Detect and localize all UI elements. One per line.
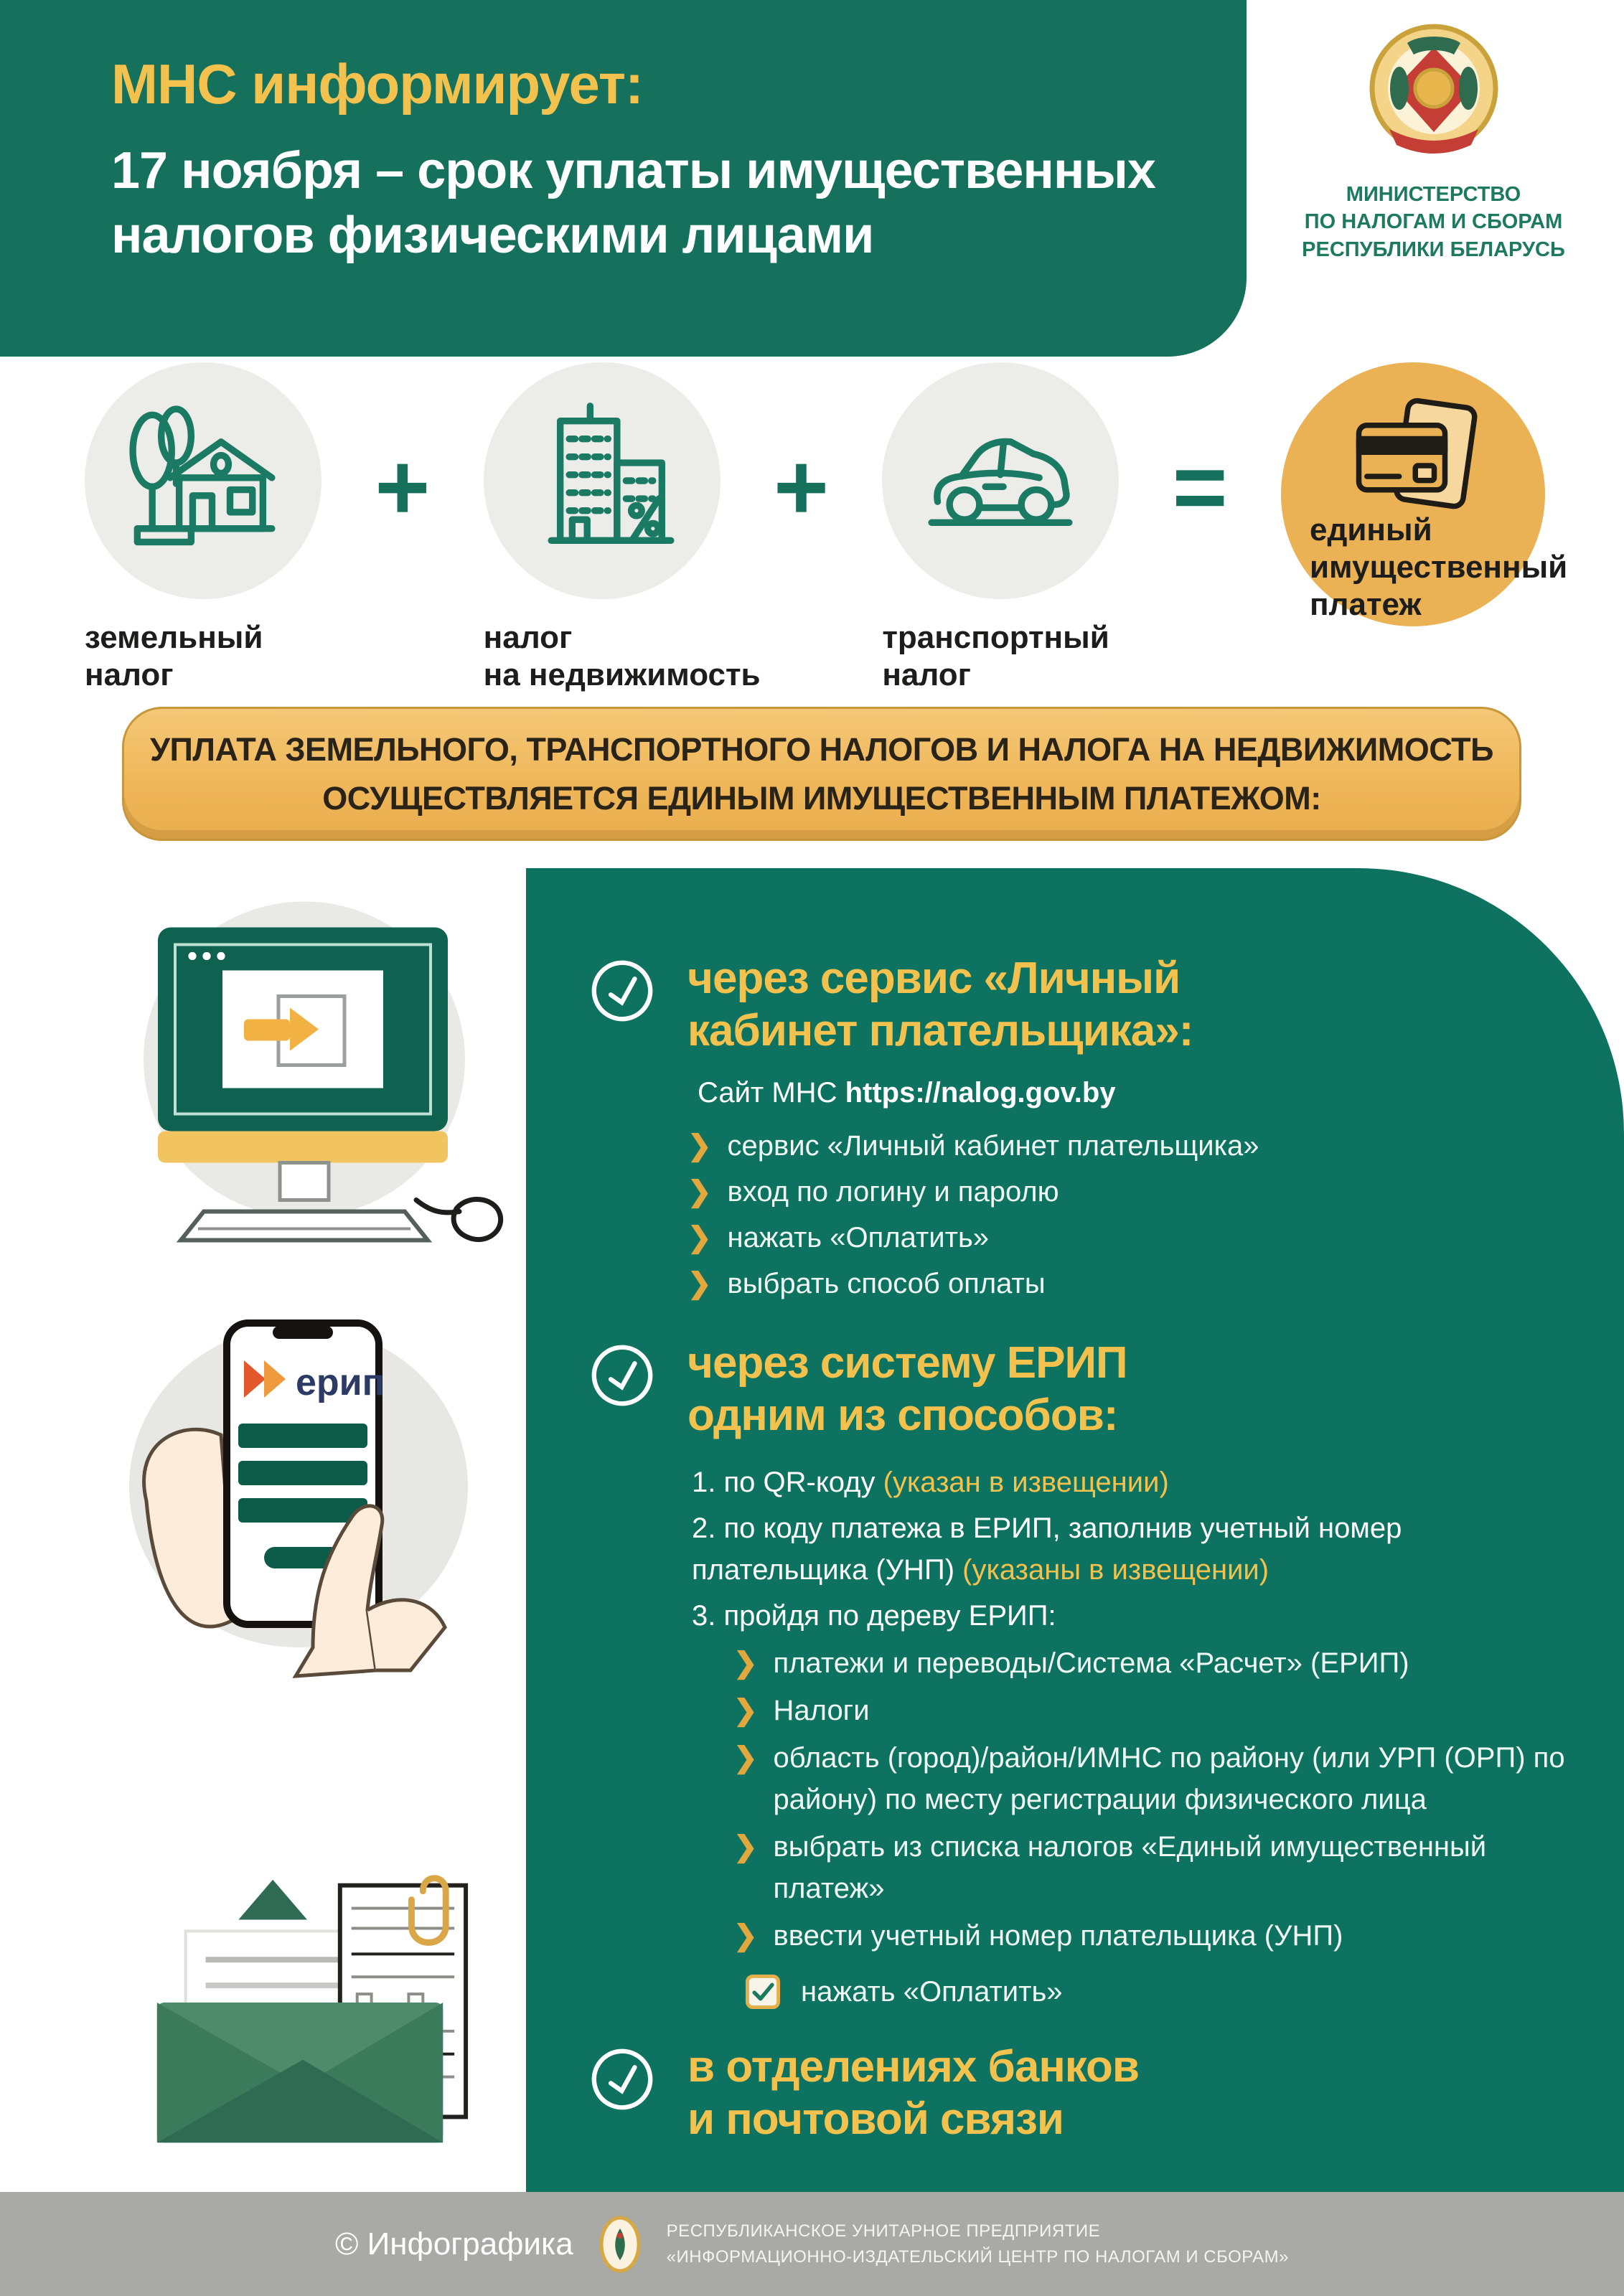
erip-logo-text: ерип (296, 1362, 385, 1403)
computer-monitor-icon (92, 888, 515, 1265)
nalog-gov-by-url: https://nalog.gov.by (845, 1077, 1116, 1109)
section-banks-post (587, 2041, 1581, 2145)
erip-tree-steps-list (733, 1642, 1581, 1957)
equals-operator: = (1172, 434, 1228, 540)
list-item: ❯ ввести учетный номер плательщика (УНП) (733, 1915, 1581, 1957)
chevron-bullet-icon: ❯ (733, 1831, 758, 1863)
section-title: через систему ЕРИП одним из способов: (687, 1338, 1127, 1440)
chevron-bullet-icon: ❯ (687, 1222, 712, 1254)
erip-way-code: 2. по коду платежа в ЕРИП, заполнив учетный номер плательщика (УНП) (указаны в извещении) (692, 1512, 1402, 1586)
mail-notice-illustration (102, 1834, 504, 2191)
list-item: ❯ выбрать способ оплаты (687, 1261, 1259, 1306)
publisher-emblem-icon (598, 2214, 642, 2274)
land-tax-label: земельный налог (85, 620, 263, 692)
chevron-bullet-icon: ❯ (733, 1742, 758, 1774)
section-personal-cabinet (587, 953, 1581, 1307)
chevron-bullet-icon: ❯ (687, 1176, 712, 1208)
equation-item-unified-payment (1281, 362, 1568, 626)
page-title-line2: налогов физическими лицами (111, 207, 874, 264)
check-circle-icon (587, 1340, 657, 1411)
transport-label: транспортный налог (882, 620, 1109, 692)
chevron-bullet-icon: ❯ (733, 1647, 758, 1680)
section-title: через сервис «Личный кабинет плательщика»: (687, 954, 1193, 1055)
transport-circle (882, 362, 1119, 599)
chevron-bullet-icon: ❯ (733, 1920, 758, 1952)
ministry-name: МИНИСТЕРСТВО ПО НАЛОГАМ И СБОРАМ РЕСПУБЛИКИ БЕЛАРУСЬ (1302, 183, 1565, 261)
list-item: ❯ область (город)/район/ИМНС по району (или УРП (ОРП) по району) по месту регистрации физического лица (733, 1737, 1581, 1820)
cabinet-steps-list (687, 1124, 1259, 1306)
footer (0, 2192, 1624, 2296)
erip-way-tree: 3. пройдя по дереву ЕРИП: (692, 1600, 1056, 1632)
page-title (111, 138, 1203, 268)
real-estate-label: налог на недвижимость (483, 620, 761, 692)
erip-phone-icon (95, 1286, 511, 1688)
pay-checkbox-row (743, 1972, 1581, 2011)
car-icon (911, 391, 1090, 570)
computer-illustration (92, 888, 515, 1265)
header-kicker: МНС информирует: (111, 52, 643, 116)
list-item: ❯ Налоги (733, 1690, 1581, 1731)
payment-rule-banner: УПЛАТА ЗЕМЕЛЬНОГО, ТРАНСПОРТНОГО НАЛОГОВ И НАЛОГА НА НЕДВИЖИМОСТЬ ОСУЩЕСТВЛЯЕТСЯ ЕДИНЫМ ИМУЩЕСТВЕННЫМ ПЛАТЕЖОМ: (122, 707, 1521, 841)
plus-operator: + (375, 434, 431, 540)
unified-payment-label: единый имущественный платеж (1309, 512, 1568, 622)
list-item: ❯ сервис «Личный кабинет плательщика» (687, 1124, 1259, 1168)
list-item: ❯ выбрать из списка налогов «Единый имущественный платеж» (733, 1826, 1581, 1909)
ministry-logo-block (1252, 20, 1615, 263)
check-circle-icon (587, 956, 657, 1026)
list-item: ❯ платежи и переводы/Система «Расчет» (ЕРИП) (733, 1642, 1581, 1684)
section-erip (587, 1337, 1581, 2011)
building-icon (512, 391, 692, 570)
chevron-bullet-icon: ❯ (687, 1268, 712, 1300)
chevron-bullet-icon: ❯ (733, 1695, 758, 1727)
infographic-credit: © Инфографика (334, 2226, 573, 2262)
list-item: ❯ нажать «Оплатить» (687, 1215, 1259, 1260)
mns-site-line: Сайт МНС https://nalog.gov.by (698, 1077, 1116, 1109)
ministry-emblem-icon (1362, 20, 1506, 167)
plus-operator: + (773, 434, 830, 540)
erip-way-qr: 1. по QR-коду (указан в извещении) (692, 1467, 1169, 1499)
checkbox-icon (743, 1972, 782, 2011)
land-tax-circle (85, 362, 321, 599)
list-item: ❯ вход по логину и паролю (687, 1170, 1259, 1214)
check-circle-icon (587, 2044, 657, 2114)
pay-note: нажать «Оплатить» (801, 1975, 1063, 2008)
envelope-documents-icon (102, 1834, 504, 2191)
equation-item-real-estate-tax (483, 362, 761, 694)
publisher-name: РЕСПУБЛИКАНСКОЕ УНИТАРНОЕ ПРЕДПРИЯТИЕ «ИНФОРМАЦИОННО-ИЗДАТЕЛЬСКИЙ ЦЕНТР ПО НАЛОГАМ И СБОРАМ» (666, 2221, 1290, 2267)
section-title: в отделениях банков и почтовой связи (687, 2042, 1139, 2144)
phone-illustration (95, 1286, 511, 1688)
page-title-line1: 17 ноября – срок уплаты имущественных (111, 142, 1155, 199)
header-banner (0, 0, 1247, 357)
erip-ways-list (692, 1462, 1581, 1637)
tax-equation (85, 362, 1568, 694)
equation-item-transport-tax (882, 362, 1119, 694)
payment-methods-panel (526, 868, 1624, 2193)
real-estate-circle (484, 362, 721, 599)
equation-item-land-tax (85, 362, 321, 694)
house-tree-icon (113, 391, 293, 570)
chevron-bullet-icon: ❯ (687, 1130, 712, 1162)
